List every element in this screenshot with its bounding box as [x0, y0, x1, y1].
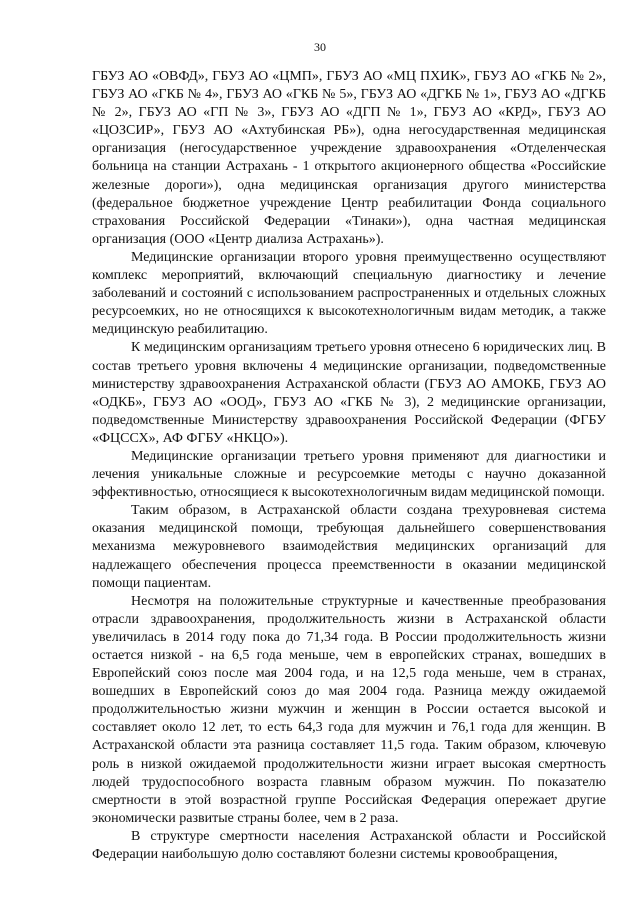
page-number: 30	[314, 40, 326, 54]
document-body	[92, 68, 606, 864]
paragraph-life-expectancy: Несмотря на положительные структурные и качественные преобразования отрасли здравоохранения, продолжительность жизни в Астраханской области увеличилась в 2014 году пока до 71,34 года. В России продолжительность жизни остается низкой - на 6,5 года меньше, чем в европейских странах, вошедших в Европейский союз после мая 2004 года, и на 12,5 года меньше, чем в странах, вошедших в Европейский союз до мая 2004 года. Разница между ожидаемой продолжительностью жизни мужчин и женщин в России остается высокой и составляет около 12 лет, то есть 64,3 года для мужчин и 76,1 года для женщин. В Астраханской области эта разница составляет 11,5 года. Таким образом, ключевую роль в низкой ожидаемой продолжительности жизни играет высокая смертность людей трудоспособного возраста главным образом мужчин. По показателю смертности в этой возрастной группе Российская Федерация опережает другие экономически развитые страны более, чем в 2 раза.	[92, 593, 606, 826]
paragraph-organization-list: ГБУЗ АО «ОВФД», ГБУЗ АО «ЦМП», ГБУЗ АО «МЦ ПХИК», ГБУЗ АО «ГКБ № 2», ГБУЗ АО «ГКБ № 4», ГБУЗ АО «ГКБ № 5», ГБУЗ АО «ДГКБ № 1», ГБУЗ АО «ДГКБ № 2», ГБУЗ АО «ГП № 3», ГБУЗ АО «ДГП № 1», ГБУЗ АО «КРД», ГБУЗ АО «ЦОЗСИР», ГБУЗ АО «Ахтубинская РБ»), одна негосударственная медицинская организация (негосударственное учреждение здравоохранения «Отделенческая больница на станции Астрахань - 1 открытого акционерного общества «Российские железные дороги»), одна медицинская организация другого министерства (федеральное бюджетное учреждение Центр реабилитации Фонда социального страхования Российской Федерации «Тинаки»), одна частная медицинская организация (ООО «Центр диализа Астрахань»).	[92, 69, 606, 247]
paragraph-third-level-members: К медицинским организациям третьего уровня отнесено 6 юридических лиц. В состав третьего уровня включены 4 медицинские организации, подведомственные министерству здравоохранения Астраханской области (ГБУЗ АО АМОКБ, ГБУЗ АО «ОДКБ», ГБУЗ АО «ООД», ГБУЗ АО «ГКБ № 3), 2 медицинские организации, подведомственные Министерству здравоохранения Российской Федерации (ФГБУ «ФЦССХ», АФ ФГБУ «НКЦО»).	[92, 340, 606, 446]
paragraph-second-level: Медицинские организации второго уровня преимущественно осуществляют комплекс мероприятий, включающий специальную диагностику и лечение заболеваний и состояний с использованием распространенных и отдельных сложных ресурсоемких, но не относящихся к высокотехнологичным видам методик, а также медицинскую реабилитацию.	[92, 249, 606, 338]
paragraph-three-level-system: Таким образом, в Астраханской области создана трехуровневая система оказания медицинской помощи, требующая дальнейшего совершенствования механизма межуровневого взаимодействия медицинских организаций для надлежащего обеспечения процесса преемственности в оказании медицинской помощи пациентам.	[92, 503, 606, 591]
paragraph-third-level-methods: Медицинские организации третьего уровня применяют для диагностики и лечения уникальные сложные и ресурсоемкие методы с научно доказанной эффективностью, относящиеся к высокотехнологичным видам медицинской помощи.	[92, 448, 606, 501]
paragraph-mortality-structure: В структуре смертности населения Астраханской области и Российской Федерации наибольшую долю составляют болезни системы кровообращения,	[92, 828, 606, 863]
